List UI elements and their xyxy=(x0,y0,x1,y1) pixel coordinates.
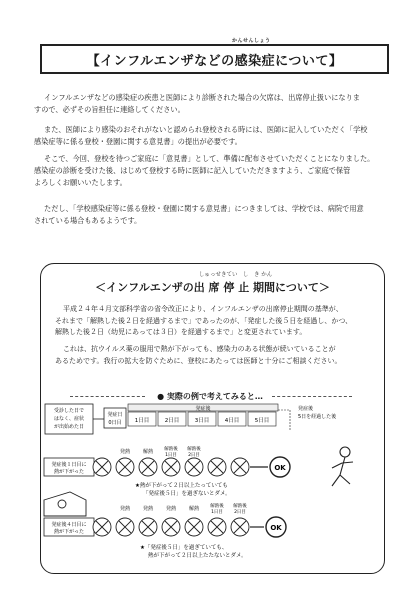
row2-note-2: 熱が下がって２日以上たたないとダメ。 xyxy=(148,553,247,559)
svg-text:熱が下がった: 熱が下がった xyxy=(53,469,85,475)
svg-text:OK: OK xyxy=(270,524,282,532)
svg-text:4日目: 4日目 xyxy=(224,418,240,424)
svg-text:0日目: 0日目 xyxy=(108,420,122,426)
header-days xyxy=(128,412,276,426)
note-box-line-1: 受診した日で xyxy=(53,408,85,414)
note-box-line-3: が出始めた日 xyxy=(53,424,85,430)
row2-marks xyxy=(93,518,249,536)
svg-text:解熱: 解熱 xyxy=(142,449,154,455)
day-label-0: 発症日 xyxy=(107,412,123,418)
svg-text:解熱後: 解熱後 xyxy=(164,447,178,452)
svg-text:解熱後: 解熱後 xyxy=(210,504,224,509)
running-person-icon xyxy=(332,447,353,486)
after-label-1: 発症後 xyxy=(298,406,314,412)
paragraph-1: インフルエンザなどの感染症の疾患と医師により診断された場合の欠席は、出席停止扱いになりま すので、必ずその旨担任に連絡してください。 xyxy=(34,93,360,114)
box-title: ＜インフルエンザの出 席 停 止 期間について＞ xyxy=(95,281,330,294)
sick-person-icon xyxy=(44,492,86,516)
svg-text:2日目: 2日目 xyxy=(164,418,180,424)
row1-note-2: 「発症後５日」を過ぎないとダメ。 xyxy=(143,491,231,497)
paragraph-4: ただし、「学校感染症等に係る登校・登園に関する意見書」につきましては、学校では、病院で用意 されている場合もあるようです。 xyxy=(34,204,364,225)
paragraph-3: そこで、今回、登校を待つご家庭に「意見書」として、準備に配布させていただくことになりました。 感染症の診断を受けた後、はじめて登校する時に医師に記入していただきますよう、ご家庭で保管 よろしくお願いいたします。 xyxy=(34,154,375,187)
row1-note-1: ★熱が下がって２日以上たっていても xyxy=(135,483,228,489)
svg-text:3日目: 3日目 xyxy=(194,418,210,424)
svg-text:1日目: 1日目 xyxy=(211,510,223,515)
box-paragraph-2: これは、抗ウイルス薬の服用で熱が下がっても、感染力のある状態が続いていることが あるためです。我行の拡大を防ぐために、登校にあたっては医師と十分にご相談ください。 xyxy=(55,345,342,365)
svg-text:発熱: 発熱 xyxy=(165,506,177,512)
title-furigana: かんせんしょう xyxy=(232,38,271,44)
svg-text:発熱: 発熱 xyxy=(119,449,131,455)
page-title-text: 【インフルエンザなどの感染症について】 xyxy=(86,53,343,69)
svg-text:熱が下がった: 熱が下がった xyxy=(53,529,85,535)
svg-text:発熱: 発熱 xyxy=(119,506,131,512)
row1-marks xyxy=(93,458,249,476)
svg-text:解熱後: 解熱後 xyxy=(233,504,247,509)
svg-text:5日目: 5日目 xyxy=(254,418,270,424)
divider-right xyxy=(272,396,352,397)
svg-text:OK: OK xyxy=(274,464,286,472)
example-title: ● 実際の例で考えてみると… xyxy=(157,392,263,401)
note-box-line-2: はなく、症状 xyxy=(54,416,84,422)
svg-text:発症後４日目に: 発症後４日目に xyxy=(51,522,87,528)
svg-text:1日目: 1日目 xyxy=(165,453,177,458)
svg-text:発熱: 発熱 xyxy=(142,506,154,512)
svg-text:2日目: 2日目 xyxy=(234,510,246,515)
svg-text:発症後１日目に: 発症後１日目に xyxy=(51,462,87,468)
timeline-diagram xyxy=(40,400,383,568)
svg-text:1日目: 1日目 xyxy=(134,418,150,424)
row2-note-1: ★「発症後５日」を過ぎていても、 xyxy=(140,545,228,551)
page-title xyxy=(40,38,389,74)
svg-text:解熱後: 解熱後 xyxy=(187,447,201,452)
after-label-2: 5日を経過した後 xyxy=(298,414,337,420)
box-title-furigana: しゅっせきてい し き かん xyxy=(199,272,273,278)
header-group: 発症後 xyxy=(195,406,211,412)
svg-text:2日目: 2日目 xyxy=(188,453,200,458)
svg-text:解熱: 解熱 xyxy=(188,506,200,512)
box-paragraph-1: 平成２４年４月文部科学省の省令改正により、インフルエンザの出席停止期間の基準が、 それまで「解熱した後２日を経過するまで」であったのが、「発症した後５日を経過し、かつ、 解熱した後２日（幼児にあっては３日）を経過するまで」と変更されています。 xyxy=(55,305,353,336)
paragraph-2: また、医師により感染のおそれがないと認められ登校される時には、医師に記入していただく「学校 感染症等に係る登校・登園に関する意見書」の提出が必要です。 xyxy=(34,125,368,146)
